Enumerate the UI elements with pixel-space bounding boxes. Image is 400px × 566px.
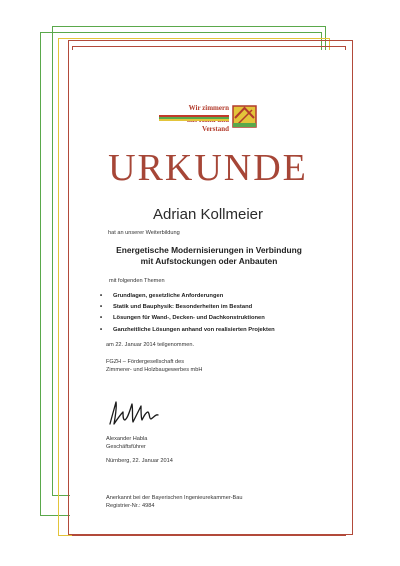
certificate-page [70,50,346,534]
topic-item: • Ganzheitliche Lösungen anhand von realisierten Projekten [100,326,340,334]
certificate-title: URKUNDE [108,147,308,189]
logo-bar-yellow [159,119,229,121]
intro-text: hat an unserer Weiterbildung [108,230,180,236]
recognition-line-1: Anerkannt bei der Bayerischen Ingenieurekammer-Bau [106,495,243,501]
logo [159,104,269,134]
course-title-line-1: Energetische Modernisierungen in Verbindung [116,245,302,255]
organization-name [106,358,202,374]
logo-line-2: Verstand [202,125,229,133]
course-title-line-2: mit Aufstockungen oder Anbauten [140,256,278,266]
topics-list [100,292,340,337]
recognition-note [106,494,243,510]
recognition-line-2: Registrier-Nr.: 4984 [106,503,155,509]
participation-text: am 22. Januar 2014 teilgenommen. [106,342,195,348]
topics-intro: mit folgenden Themen [109,278,165,284]
recipient-name: Adrian Kollmeier [152,206,264,223]
organization-line-2: Zimmerer- und Holzbaugewerbes mbH [106,367,203,373]
topic-item: • Lösungen für Wand-, Decken- und Dachkonstruktionen [100,314,340,322]
signer-role: Geschäftsführer [106,444,146,450]
place-date: Nürnberg, 22. Januar 2014 [106,458,173,464]
signer-name: Alexander Habla [106,436,148,442]
logo-line-1: Wir zimmern [188,104,229,112]
signer-block [106,435,147,451]
organization-line-1: FGZH – Fördergesellschaft des [106,359,185,365]
topic-item: • Grundlagen, gesetzliche Anforderungen [100,292,340,300]
handwritten-signature [106,398,166,428]
house-roof-icon [232,104,258,130]
topic-item: • Statik und Bauphysik: Besonderheiten im Bestand [100,303,340,311]
course-title [94,245,324,267]
